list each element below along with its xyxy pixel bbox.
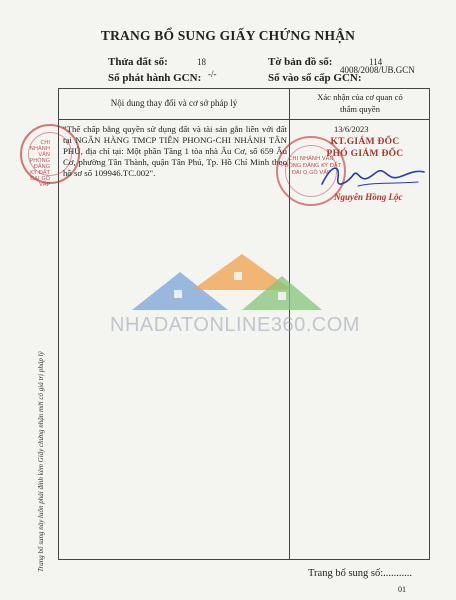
thua-dat-value: 18 — [197, 57, 206, 67]
sign-title-line2: PHÓ GIÁM ĐỐC — [326, 149, 404, 159]
to-ban-do-label: Tờ bản đồ số: — [268, 56, 333, 68]
so-phat-hanh-value: -/- — [208, 69, 217, 79]
header-content-column: Nội dung thay đổi và cơ sở pháp lý — [110, 98, 238, 108]
right-stamp-text: CHI NHÁNH VĂN PHÒNG ĐĂNG KÝ ĐẤT ĐAI Q.GÒ VẤP — [281, 156, 341, 176]
supplement-page-label — [308, 568, 412, 579]
so-vao-so-label: Số vào sổ cấp GCN: — [268, 72, 362, 84]
so-phat-hanh-label: Số phát hành GCN: — [108, 72, 202, 84]
header-confirmation-column — [290, 91, 430, 115]
to-ban-do-row — [268, 56, 332, 68]
watermark-houses-logo — [122, 250, 332, 322]
handwritten-signature — [318, 160, 428, 194]
sign-title-line1: KT.GIÁM ĐỐC — [330, 137, 400, 147]
so-vao-so-value: 4008/2008/UB.GCN — [340, 65, 415, 75]
side-legal-note: Trang bổ sung này luôn phải đính kèm Giấy chứng nhận mới có giá trị pháp lý — [37, 351, 45, 572]
to-ban-do-value: 114 — [369, 57, 383, 67]
page-number: 01 — [398, 585, 406, 594]
watermark-text: NHADATONLINE360.COM — [110, 314, 360, 336]
header-confirmation-line2: thẩm quyền — [340, 104, 380, 114]
change-content-text: "Thế chấp bằng quyền sử dụng đất và tài sản gắn liền với đất tại NGÂN HÀNG TMCP TIÊN PHONG-CHI NHÁNH TÂN PHÚ, địa chỉ tại: Một phần Tầng 1 tòa nhà Âu Cơ, số 659 Âu Cơ, phường Tân Thành, quận Tân Phú, Tp. Hồ Chí Minh theo hồ sơ số 109946.TC.002". — [63, 124, 287, 178]
signer-name: Nguyễn Hồng Lộc — [334, 192, 403, 202]
thua-dat-row — [108, 56, 168, 68]
header-divider — [59, 119, 429, 120]
so-phat-hanh-row — [108, 72, 201, 84]
confirmation-date: 13/6/2023 — [334, 124, 369, 134]
thua-dat-label: Thửa đất số: — [108, 56, 168, 68]
header-confirmation-line1: Xác nhận của cơ quan có — [317, 92, 403, 102]
supplement-dots: ........... — [383, 568, 413, 579]
left-stamp-text: CHI NHÁNH VĂN PHÒNG ĐĂNG KÝ ĐẤT ĐAI GÒ VẤP — [29, 140, 50, 188]
page-title: TRANG BỔ SUNG GIẤY CHỨNG NHẬN — [100, 28, 356, 43]
supplement-label-text: Trang bổ sung số: — [308, 568, 384, 579]
